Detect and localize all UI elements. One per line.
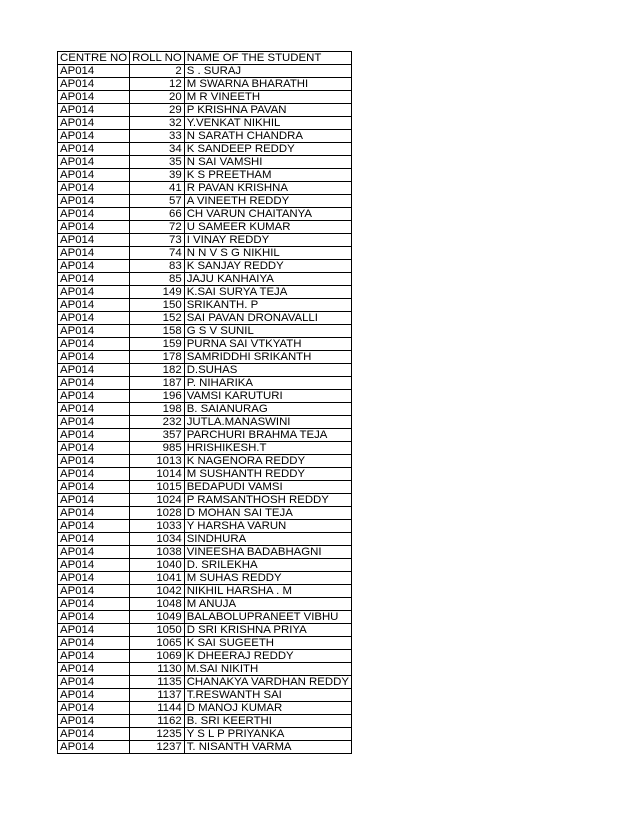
table-row [58,572,352,585]
table-row [58,429,352,442]
table-row [58,208,352,221]
roll-no-cell: 1069 [130,650,185,663]
centre-no-cell: AP014 [58,429,130,442]
table-row [58,377,352,390]
student-name-cell: D. SRILEKHA [184,559,351,572]
student-list-table [57,51,352,754]
student-name-cell: D MANOJ KUMAR [184,702,351,715]
table-row [58,117,352,130]
student-name-cell: BALABOLUPRANEET VIBHU [184,611,351,624]
centre-no-cell: AP014 [58,390,130,403]
student-name-cell: N SAI VAMSHI [184,156,351,169]
table-row [58,637,352,650]
roll-no-cell: 1033 [130,520,185,533]
roll-no-cell: 39 [130,169,185,182]
centre-no-cell: AP014 [58,611,130,624]
roll-no-cell: 1162 [130,715,185,728]
student-name-cell: BEDAPUDI VAMSI [184,481,351,494]
roll-no-cell: 232 [130,416,185,429]
centre-no-cell: AP014 [58,377,130,390]
table-row [58,273,352,286]
table-row [58,91,352,104]
centre-no-cell: AP014 [58,364,130,377]
roll-no-cell: 83 [130,260,185,273]
student-name-cell: JUTLA.MANASWINI [184,416,351,429]
centre-no-cell: AP014 [58,676,130,689]
roll-no-cell: 198 [130,403,185,416]
student-name-cell: A VINEETH REDDY [184,195,351,208]
centre-no-cell: AP014 [58,650,130,663]
centre-no-cell: AP014 [58,260,130,273]
roll-no-cell: 1237 [130,741,185,754]
table-row [58,741,352,754]
table-row [58,286,352,299]
student-name-cell: SINDHURA [184,533,351,546]
roll-no-cell: 35 [130,156,185,169]
centre-no-cell: AP014 [58,663,130,676]
student-name-cell: D SRI KRISHNA PRIYA [184,624,351,637]
student-name-cell: K.SAI SURYA TEJA [184,286,351,299]
student-name-cell: PARCHURI BRAHMA TEJA [184,429,351,442]
centre-no-cell: AP014 [58,728,130,741]
centre-no-cell: AP014 [58,208,130,221]
table-row [58,611,352,624]
centre-no-cell: AP014 [58,533,130,546]
table-row [58,403,352,416]
centre-no-cell: AP014 [58,585,130,598]
centre-no-cell: AP014 [58,143,130,156]
student-name-cell: CH VARUN CHAITANYA [184,208,351,221]
table-row [58,299,352,312]
student-name-cell: JAJU KANHAIYA [184,273,351,286]
roll-no-cell: 1135 [130,676,185,689]
roll-no-cell: 2 [130,65,185,78]
student-name-cell: R PAVAN KRISHNA [184,182,351,195]
table-row [58,715,352,728]
table-header [58,52,352,65]
table-row [58,585,352,598]
table-row [58,65,352,78]
header-student-name: NAME OF THE STUDENT [184,52,351,65]
roll-no-cell: 57 [130,195,185,208]
roll-no-cell: 985 [130,442,185,455]
roll-no-cell: 178 [130,351,185,364]
table-body [58,65,352,754]
student-name-cell: M ANUJA [184,598,351,611]
roll-no-cell: 149 [130,286,185,299]
roll-no-cell: 1014 [130,468,185,481]
centre-no-cell: AP014 [58,247,130,260]
student-name-cell: K NAGENORA REDDY [184,455,351,468]
student-name-cell: M SWARNA BHARATHI [184,78,351,91]
roll-no-cell: 1038 [130,546,185,559]
roll-no-cell: 1015 [130,481,185,494]
student-name-cell: P KRISHNA PAVAN [184,104,351,117]
table-row [58,650,352,663]
table-row [58,507,352,520]
table-row [58,533,352,546]
table-row [58,546,352,559]
student-name-cell: N N V S G NIKHIL [184,247,351,260]
roll-no-cell: 1013 [130,455,185,468]
centre-no-cell: AP014 [58,403,130,416]
table-row [58,182,352,195]
table-row [58,468,352,481]
student-name-cell: P RAMSANTHOSH REDDY [184,494,351,507]
centre-no-cell: AP014 [58,715,130,728]
table-row [58,104,352,117]
roll-no-cell: 34 [130,143,185,156]
centre-no-cell: AP014 [58,65,130,78]
student-name-cell: M SUSHANTH REDDY [184,468,351,481]
centre-no-cell: AP014 [58,182,130,195]
student-name-cell: K SANJAY REDDY [184,260,351,273]
roll-no-cell: 41 [130,182,185,195]
roll-no-cell: 158 [130,325,185,338]
student-name-cell: B. SRI KEERTHI [184,715,351,728]
roll-no-cell: 66 [130,208,185,221]
student-name-cell: D MOHAN SAI TEJA [184,507,351,520]
centre-no-cell: AP014 [58,520,130,533]
table-row [58,702,352,715]
table-row [58,234,352,247]
centre-no-cell: AP014 [58,117,130,130]
student-name-cell: S . SURAJ [184,65,351,78]
student-name-cell: VAMSI KARUTURI [184,390,351,403]
student-name-cell: P. NIHARIKA [184,377,351,390]
student-name-cell: N SARATH CHANDRA [184,130,351,143]
roll-no-cell: 1065 [130,637,185,650]
centre-no-cell: AP014 [58,702,130,715]
table-row [58,195,352,208]
centre-no-cell: AP014 [58,455,130,468]
roll-no-cell: 74 [130,247,185,260]
roll-no-cell: 73 [130,234,185,247]
roll-no-cell: 33 [130,130,185,143]
roll-no-cell: 152 [130,312,185,325]
centre-no-cell: AP014 [58,78,130,91]
roll-no-cell: 1040 [130,559,185,572]
table-row [58,481,352,494]
centre-no-cell: AP014 [58,312,130,325]
centre-no-cell: AP014 [58,637,130,650]
roll-no-cell: 29 [130,104,185,117]
student-name-cell: U SAMEER KUMAR [184,221,351,234]
student-name-cell: T. NISANTH VARMA [184,741,351,754]
roll-no-cell: 1042 [130,585,185,598]
centre-no-cell: AP014 [58,286,130,299]
roll-no-cell: 1137 [130,689,185,702]
roll-no-cell: 1235 [130,728,185,741]
table-row [58,728,352,741]
student-name-cell: M.SAI NIKITH [184,663,351,676]
table-row [58,351,352,364]
student-name-cell: M R VINEETH [184,91,351,104]
student-name-cell: PURNA SAI VTKYATH [184,338,351,351]
table-row [58,78,352,91]
table-row [58,221,352,234]
centre-no-cell: AP014 [58,234,130,247]
centre-no-cell: AP014 [58,195,130,208]
centre-no-cell: AP014 [58,494,130,507]
centre-no-cell: AP014 [58,481,130,494]
table-row [58,520,352,533]
roll-no-cell: 150 [130,299,185,312]
student-name-cell: SAI PAVAN DRONAVALLI [184,312,351,325]
roll-no-cell: 159 [130,338,185,351]
roll-no-cell: 1049 [130,611,185,624]
roll-no-cell: 196 [130,390,185,403]
table-row [58,416,352,429]
student-name-cell: G S V SUNIL [184,325,351,338]
student-name-cell: Y.VENKAT NIKHIL [184,117,351,130]
centre-no-cell: AP014 [58,169,130,182]
table-row [58,663,352,676]
table-row [58,494,352,507]
centre-no-cell: AP014 [58,325,130,338]
table-row [58,260,352,273]
roll-no-cell: 1024 [130,494,185,507]
centre-no-cell: AP014 [58,221,130,234]
roll-no-cell: 85 [130,273,185,286]
roll-no-cell: 32 [130,117,185,130]
student-name-cell: K SANDEEP REDDY [184,143,351,156]
table-row [58,338,352,351]
table-row [58,598,352,611]
roll-no-cell: 1048 [130,598,185,611]
table-row [58,130,352,143]
roll-no-cell: 12 [130,78,185,91]
centre-no-cell: AP014 [58,104,130,117]
roll-no-cell: 182 [130,364,185,377]
table-row [58,455,352,468]
centre-no-cell: AP014 [58,507,130,520]
centre-no-cell: AP014 [58,689,130,702]
centre-no-cell: AP014 [58,299,130,312]
roll-no-cell: 1034 [130,533,185,546]
roll-no-cell: 72 [130,221,185,234]
student-name-cell: SRIKANTH. P [184,299,351,312]
student-name-cell: Y S L P PRIYANKA [184,728,351,741]
table-row [58,143,352,156]
table-row [58,559,352,572]
centre-no-cell: AP014 [58,416,130,429]
centre-no-cell: AP014 [58,273,130,286]
student-name-cell: K S PREETHAM [184,169,351,182]
student-name-cell: D.SUHAS [184,364,351,377]
centre-no-cell: AP014 [58,156,130,169]
student-name-cell: Y HARSHA VARUN [184,520,351,533]
centre-no-cell: AP014 [58,442,130,455]
student-name-cell: HRISHIKESH.T [184,442,351,455]
roll-no-cell: 1050 [130,624,185,637]
centre-no-cell: AP014 [58,91,130,104]
table-row [58,312,352,325]
centre-no-cell: AP014 [58,130,130,143]
table-row [58,689,352,702]
student-name-cell: M SUHAS REDDY [184,572,351,585]
centre-no-cell: AP014 [58,741,130,754]
table-row [58,364,352,377]
centre-no-cell: AP014 [58,624,130,637]
table-row [58,676,352,689]
roll-no-cell: 187 [130,377,185,390]
roll-no-cell: 357 [130,429,185,442]
table-row [58,325,352,338]
student-name-cell: T.RESWANTH SAI [184,689,351,702]
centre-no-cell: AP014 [58,546,130,559]
header-row [58,52,352,65]
roll-no-cell: 1130 [130,663,185,676]
student-name-cell: NIKHIL HARSHA . M [184,585,351,598]
student-name-cell: VINEESHA BADABHAGNI [184,546,351,559]
centre-no-cell: AP014 [58,598,130,611]
roll-no-cell: 1028 [130,507,185,520]
header-roll-no: ROLL NO [130,52,185,65]
centre-no-cell: AP014 [58,559,130,572]
student-name-cell: B. SAIANURAG [184,403,351,416]
student-name-cell: SAMRIDDHI SRIKANTH [184,351,351,364]
roll-no-cell: 20 [130,91,185,104]
roll-no-cell: 1144 [130,702,185,715]
student-name-cell: CHANAKYA VARDHAN REDDY [184,676,351,689]
table-row [58,624,352,637]
centre-no-cell: AP014 [58,351,130,364]
centre-no-cell: AP014 [58,468,130,481]
table-row [58,156,352,169]
table-row [58,169,352,182]
centre-no-cell: AP014 [58,572,130,585]
student-name-cell: I VINAY REDDY [184,234,351,247]
header-centre-no: CENTRE NO [58,52,130,65]
table-row [58,442,352,455]
roll-no-cell: 1041 [130,572,185,585]
centre-no-cell: AP014 [58,338,130,351]
table-row [58,390,352,403]
student-name-cell: K DHEERAJ REDDY [184,650,351,663]
student-name-cell: K SAI SUGEETH [184,637,351,650]
table-row [58,247,352,260]
